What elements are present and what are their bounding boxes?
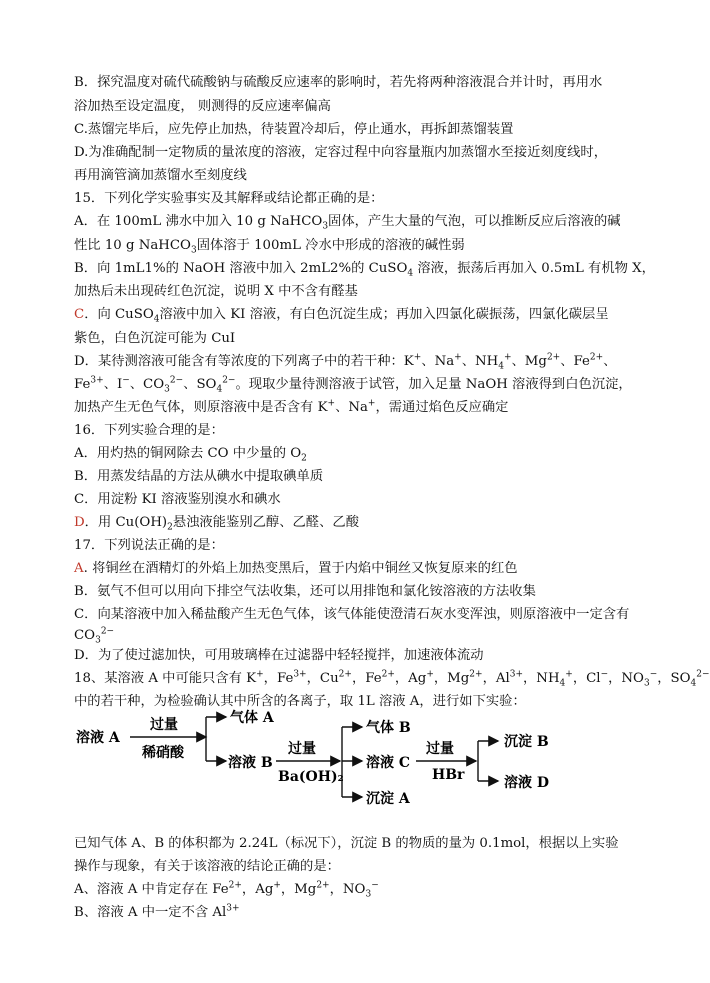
flow-step3-reagent-top: 过量 xyxy=(426,741,454,757)
text-run: 。现取少量待测溶液于试管，加入足量 NaOH 溶液得到白色沉淀， xyxy=(235,377,632,392)
text-line xyxy=(74,144,607,162)
superscript: 2+ xyxy=(546,352,561,363)
text-run: 16．下列实验合理的是： xyxy=(74,423,224,438)
text-run: ，Mg xyxy=(280,882,317,897)
subscript: 4 xyxy=(407,268,414,279)
text-line xyxy=(74,353,616,371)
text-run: 紫色，白色沉淀可能为 CuI xyxy=(74,331,236,346)
text-line xyxy=(74,376,632,394)
flow-gas-a: 气体 A xyxy=(230,710,274,726)
text-run: C.蒸馏完毕后，应先停止加热，待装置冷却后，停止通水，再拆卸蒸馏装置 xyxy=(74,122,514,137)
text-run: ，Mg xyxy=(433,671,470,686)
superscript: 3+ xyxy=(90,375,104,386)
superscript: 2− xyxy=(222,375,236,386)
subscript: 3 xyxy=(643,678,650,689)
superscript: + xyxy=(413,352,422,363)
text-run: 、Mg xyxy=(511,354,547,369)
text-run: ，Cu xyxy=(306,671,339,686)
text-run: C．向某溶液中加入稀盐酸产生无色气体，该气体能使澄清石灰水变浑浊，则原溶液中一定含有 xyxy=(74,607,630,622)
superscript: 3+ xyxy=(293,669,307,680)
text-run: B．向 1mL1%的 NaOH 溶液中加入 2mL2%的 CuSO xyxy=(74,261,408,276)
superscript: 3+ xyxy=(509,669,524,680)
superscript: − xyxy=(649,669,658,680)
text-run: D xyxy=(74,515,85,530)
superscript: 2− xyxy=(696,669,710,680)
text-run: 再用滴管滴加蒸馏水至刻度线 xyxy=(74,168,247,183)
text-run: 15．下列化学实验事实及其解释或结论都正确的是： xyxy=(74,191,384,206)
superscript: − xyxy=(371,880,379,891)
text-line xyxy=(74,904,240,922)
superscript: 2+ xyxy=(228,880,242,891)
text-line xyxy=(74,627,114,645)
text-line xyxy=(74,260,655,278)
text-run: ，Al xyxy=(482,671,510,686)
text-run: 加热产生无色气体，则原溶液中是否含有 K xyxy=(74,400,328,415)
text-run: . 将铜丝在酒精灯的外焰上加热变黑后，置于内焰中铜丝又恢复原来的红色 xyxy=(83,561,518,576)
superscript: + xyxy=(503,352,512,363)
superscript: + xyxy=(565,669,573,680)
subscript: 3 xyxy=(322,221,329,232)
text-line xyxy=(74,237,465,255)
text-line xyxy=(74,283,358,301)
flow-step1-reagent-top: 过量 xyxy=(150,717,178,733)
superscript: + xyxy=(426,669,434,680)
flow-step2-reagent-bottom: Ba(OH)₂ xyxy=(278,769,344,785)
text-run: B．探究温度对硫代硫酸钠与硫酸反应速率的影响时，若先将两种溶液混合并计时，再用水 xyxy=(74,75,603,90)
text-run: 、SO xyxy=(183,377,217,392)
experiment-flowchart xyxy=(70,705,570,815)
subscript: 3 xyxy=(365,889,372,900)
flow-gas-b: 气体 B xyxy=(366,720,411,736)
text-run: D.为准确配制一定物质的量浓度的溶液，定容过程中向容量瓶内加蒸馏水至接近刻度线时， xyxy=(74,145,607,160)
text-run: ，NH xyxy=(523,671,560,686)
text-run: B．用蒸发结晶的方法从碘水中提取碘单质 xyxy=(74,469,324,484)
text-line xyxy=(74,330,235,348)
superscript: + xyxy=(327,398,336,409)
text-line xyxy=(74,445,307,463)
text-line xyxy=(74,98,331,116)
text-run: C xyxy=(74,307,85,322)
text-run: 、 xyxy=(603,354,617,369)
subscript: 4 xyxy=(559,678,566,689)
text-run: D．某待测溶液可能含有等浓度的下列离子中的若干种：K xyxy=(74,354,414,369)
superscript: 2+ xyxy=(316,880,330,891)
text-run: 性比 10 g NaHCO xyxy=(74,238,191,253)
superscript: 2+ xyxy=(469,669,483,680)
text-run: C．用淀粉 KI 溶液鉴别溴水和碘水 xyxy=(74,492,281,507)
text-line xyxy=(74,606,629,624)
subscript: 3 xyxy=(164,384,170,395)
superscript: 2− xyxy=(169,375,184,386)
text-run: B、溶液 A 中一定不含 Al xyxy=(74,905,227,920)
text-run: 溶液，振荡后再加入 0.5mL 有机物 X， xyxy=(413,261,655,276)
text-run: 浴加热至设定温度， 则测得的反应速率偏高 xyxy=(74,99,331,114)
subscript: 2 xyxy=(301,453,307,464)
text-run: 18、某溶液 A 中可能只含有 K xyxy=(74,671,257,686)
text-run: 、NH xyxy=(461,354,499,369)
text-run: 、Na xyxy=(421,354,455,369)
text-run: ，Fe xyxy=(351,671,382,686)
subscript: 3 xyxy=(190,245,197,256)
text-run: 、CO xyxy=(129,377,165,392)
text-line xyxy=(74,491,281,509)
text-run: CO xyxy=(74,628,96,643)
superscript: 2+ xyxy=(381,669,395,680)
text-run: ．用 Cu(OH) xyxy=(84,515,168,530)
superscript: + xyxy=(367,398,376,409)
text-run: ，Cl xyxy=(572,671,601,686)
superscript: − xyxy=(600,669,609,680)
subscript: 2 xyxy=(167,522,173,533)
text-run: 、Na xyxy=(335,400,368,415)
superscript: 3+ xyxy=(226,903,240,914)
superscript: + xyxy=(256,669,264,680)
superscript: − xyxy=(122,375,130,386)
text-run: ，NO xyxy=(608,671,644,686)
text-run: 操作与现象，有关于该溶液的结论正确的是： xyxy=(74,859,340,874)
text-run: ，Ag xyxy=(394,671,427,686)
text-line xyxy=(74,213,621,231)
text-line xyxy=(74,560,518,578)
text-run: 固体溶于 100mL 冷水中形成的溶液的碱性弱 xyxy=(196,238,465,253)
text-run: ．向 CuSO xyxy=(84,307,154,322)
text-line xyxy=(74,537,224,555)
text-run: 固体，产生大量的气泡，可以推断反应后溶液的碱 xyxy=(328,214,621,229)
superscript: + xyxy=(273,880,281,891)
text-line xyxy=(74,858,340,876)
text-line xyxy=(74,647,484,665)
text-run: A．用灼热的铜网除去 CO 中少量的 O xyxy=(74,446,302,461)
superscript: 2+ xyxy=(338,669,352,680)
text-run: 中的若干种，为检验确认其中所含的各离子，取 1L 溶液 A，进行如下实验： xyxy=(74,694,526,709)
text-run: D．为了使过滤加快，可用玻璃棒在过滤器中轻轻搅拌，加速液体流动 xyxy=(74,648,484,663)
text-line xyxy=(74,835,619,853)
flow-step1-reagent-bottom: 稀硝酸 xyxy=(142,745,184,761)
subscript: 4 xyxy=(498,361,504,372)
text-run: 、Fe xyxy=(560,354,590,369)
flow-solution-b: 溶液 B xyxy=(228,755,273,771)
flow-solution-c: 溶液 C xyxy=(366,755,411,771)
text-run: 17．下列说法正确的是： xyxy=(74,538,224,553)
text-run: ，Fe xyxy=(263,671,294,686)
text-line xyxy=(74,881,379,899)
text-line xyxy=(74,583,536,601)
flow-solution-d: 溶液 D xyxy=(504,775,550,791)
text-run: 悬浊液能鉴别乙醇、乙醛、乙酸 xyxy=(172,515,359,530)
text-run: ，SO xyxy=(657,671,691,686)
superscript: + xyxy=(454,352,462,363)
text-line xyxy=(74,468,323,486)
subscript: 4 xyxy=(690,678,697,689)
flow-step2-reagent-top: 过量 xyxy=(288,741,316,757)
text-run: ，Ag xyxy=(241,882,274,897)
subscript: 4 xyxy=(153,314,160,325)
flow-solution-a: 溶液 A xyxy=(76,730,120,746)
text-line xyxy=(74,670,710,688)
text-run: 加热后未出现砖红色沉淀，说明 X 中不含有醛基 xyxy=(74,284,358,299)
subscript: 4 xyxy=(216,384,223,395)
text-line xyxy=(74,514,359,532)
text-line xyxy=(74,190,383,208)
text-run: Fe xyxy=(74,377,91,392)
superscript: 2+ xyxy=(589,352,604,363)
flow-precipitate-a: 沉淀 A xyxy=(366,791,410,807)
text-run: ，NO xyxy=(329,882,366,897)
flow-precipitate-b: 沉淀 B xyxy=(504,734,549,750)
text-run: B．氨气不但可以用向下排空气法收集，还可以用排饱和氯化铵溶液的方法收集 xyxy=(74,584,536,599)
text-run: A xyxy=(74,561,84,576)
flow-step3-reagent-bottom: HBr xyxy=(432,767,465,783)
superscript: 2− xyxy=(100,626,115,637)
text-line xyxy=(74,167,247,185)
text-line xyxy=(74,74,602,92)
text-run: A、溶液 A 中肯定存在 Fe xyxy=(74,882,229,897)
text-line xyxy=(74,306,609,324)
text-line xyxy=(74,121,513,139)
text-run: 、I xyxy=(103,377,123,392)
text-line xyxy=(74,399,508,417)
text-run: 已知气体 A、B 的体积都为 2.24L（标况下），沉淀 B 的物质的量为 0.1mol，根据以上实验 xyxy=(74,836,619,851)
text-run: ，需通过焰色反应确定 xyxy=(375,400,509,415)
text-run: 溶液中加入 KI 溶液，有白色沉淀生成；再加入四氯化碳振荡，四氯化碳层呈 xyxy=(159,307,609,322)
text-line xyxy=(74,422,224,440)
text-run: A．在 100mL 沸水中加入 10 g NaHCO xyxy=(74,214,323,229)
subscript: 3 xyxy=(95,635,101,646)
